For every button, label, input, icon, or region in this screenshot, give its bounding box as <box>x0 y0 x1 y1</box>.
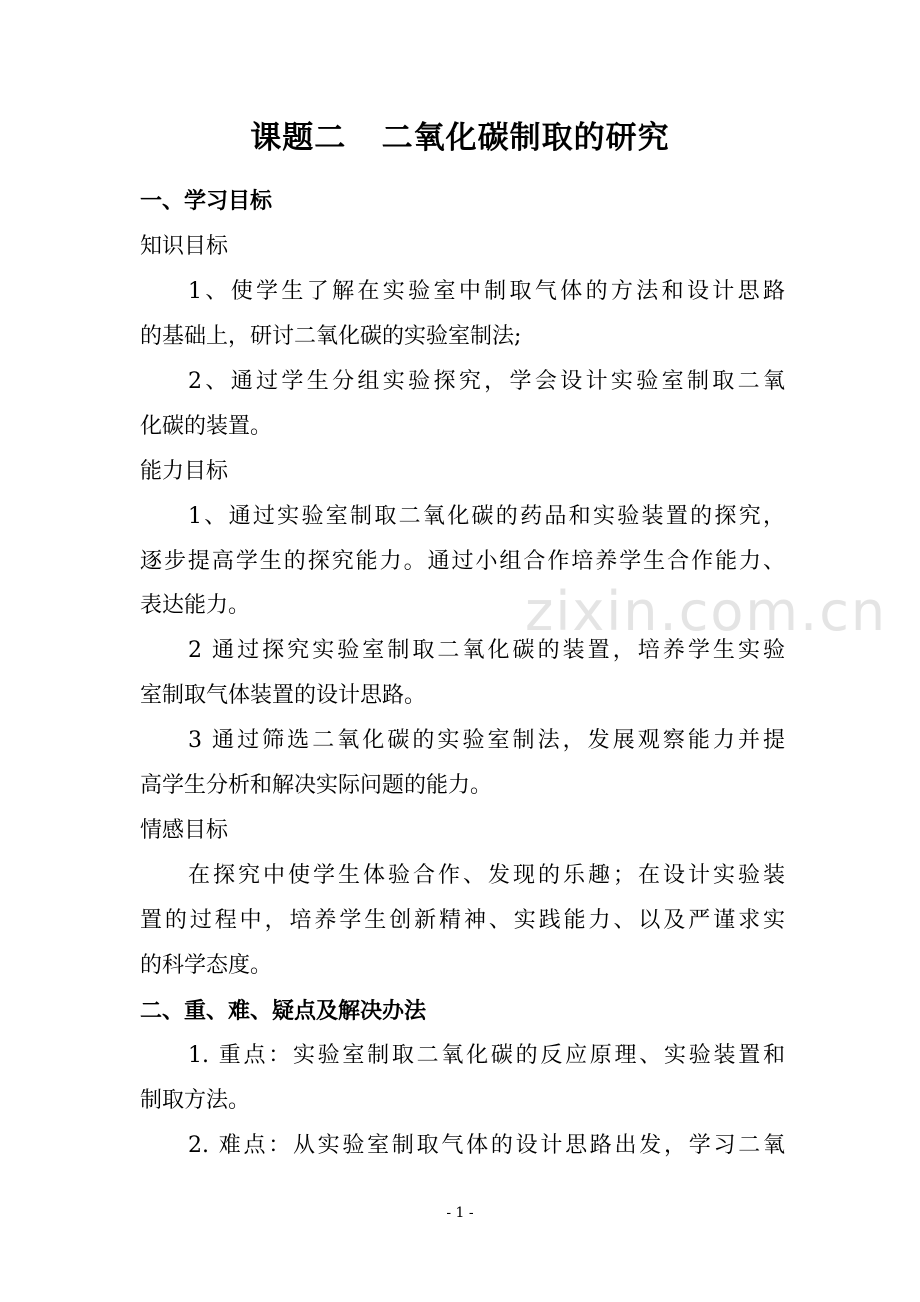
paragraph-line: 1、通过实验室制取二氧化碳的药品和实验装置的探究， <box>188 504 785 529</box>
subheading-knowledge-goals: 知识目标 <box>140 234 229 259</box>
paragraph-line: 高学生分析和解决实际问题的能力。 <box>140 773 493 798</box>
paragraph-line: 3 通过筛选二氧化碳的实验室制法，发展观察能力并提 <box>188 728 785 753</box>
paragraph-line: 表达能力。 <box>140 593 251 618</box>
paragraph-line: 2 通过探究实验室制取二氧化碳的装置，培养学生实验 <box>188 638 785 663</box>
paragraph-line: 制取方法。 <box>140 1088 251 1113</box>
paragraph-line: 的基础上，研讨二氧化碳的实验室制法; <box>140 324 522 349</box>
paragraph-line: 1. 重点：实验室制取二氧化碳的反应原理、实验装置和 <box>188 1043 785 1068</box>
section-heading-learning-goals: 一、学习目标 <box>140 188 273 214</box>
paragraph-line: 化碳的装置。 <box>140 414 273 439</box>
paragraph-line: 2、通过学生分组实验探究，学会设计实验室制取二氧 <box>188 369 785 394</box>
paragraph-line: 2. 难点：从实验室制取气体的设计思路出发，学习二氧 <box>188 1133 785 1158</box>
paragraph-line: 室制取气体装置的设计思路。 <box>140 683 427 708</box>
watermark: zixin.com.cn <box>525 580 888 643</box>
paragraph-line: 在探究中使学生体验合作、发现的乐趣；在设计实验装 <box>188 863 785 888</box>
section-heading-key-points: 二、重、难、疑点及解决办法 <box>140 998 427 1024</box>
subheading-ability-goals: 能力目标 <box>140 459 229 484</box>
document-title: 课题二 二氧化碳制取的研究 <box>250 120 670 156</box>
paragraph-line: 的科学态度。 <box>140 953 273 978</box>
page-number: - 1 - <box>446 1205 474 1221</box>
paragraph-line: 置的过程中，培养学生创新精神、实践能力、以及严谨求实 <box>140 908 785 933</box>
paragraph-line: 1、使学生了解在实验室中制取气体的方法和设计思路 <box>188 279 785 304</box>
subheading-emotion-goals: 情感目标 <box>140 818 229 843</box>
paragraph-line: 逐步提高学生的探究能力。通过小组合作培养学生合作能力、 <box>140 549 785 574</box>
